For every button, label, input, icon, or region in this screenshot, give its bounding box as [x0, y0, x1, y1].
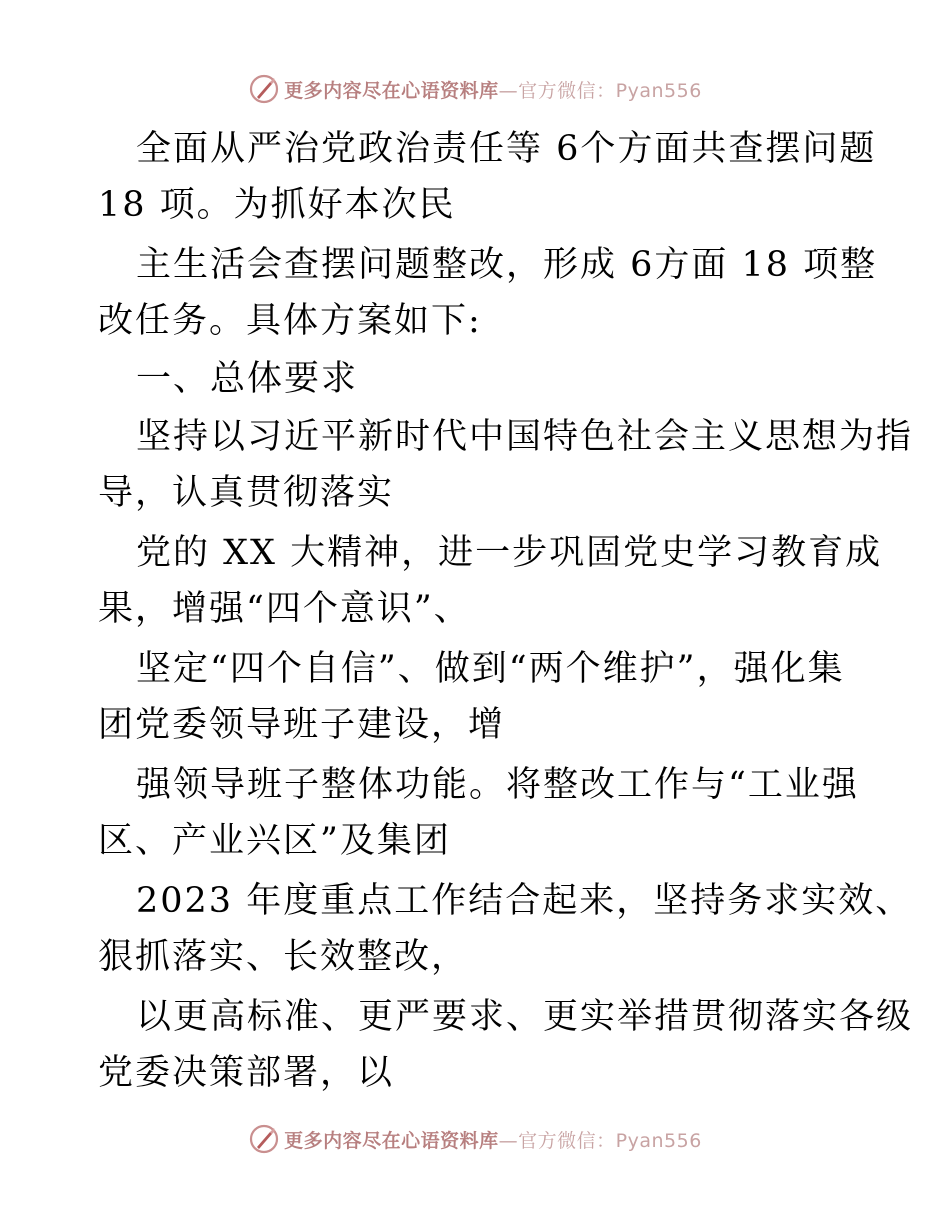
paragraph-line: 坚持以习近平新时代中国特色社会主义思想为指: [136, 417, 914, 457]
watermark-text: [284, 76, 702, 103]
header-watermark: [0, 72, 950, 106]
paragraph-line: 狠抓落实、长效整改，: [98, 937, 469, 977]
paragraph-line: 果，增强“四个意识”、: [98, 589, 471, 629]
quill-pen-logo-icon: [248, 73, 280, 105]
watermark-text: [284, 1126, 702, 1153]
watermark-dash: —: [498, 1129, 519, 1152]
paragraph-line: 以更高标准、更严要求、更实举措贯彻落实各级: [136, 997, 914, 1037]
footer-watermark: [0, 1122, 950, 1156]
paragraph-line: 强领导班子整体功能。将整改工作与“工业强: [136, 765, 859, 805]
paragraph-line: 2023 年度重点工作结合起来，坚持务求实效、: [136, 881, 913, 921]
section-heading: 一、总体要求: [136, 359, 359, 399]
paragraph-line: 区、产业兴区”及集团: [98, 821, 451, 861]
watermark-contact: 官方微信：Pyan556: [518, 1129, 702, 1152]
paragraph-line: 18 项。为抓好本次民: [98, 185, 456, 225]
watermark-brand: 更多内容尽在心语资料库: [284, 1129, 499, 1152]
watermark-contact: 官方微信：Pyan556: [518, 79, 702, 102]
paragraph-line: 党的 XX 大精神，进一步巩固党史学习教育成: [136, 533, 883, 573]
watermark-brand: 更多内容尽在心语资料库: [284, 79, 499, 102]
paragraph-line: 坚定“四个自信”、做到“两个维护”，强化集: [136, 649, 845, 689]
paragraph-line: 团党委领导班子建设，增: [98, 705, 506, 745]
paragraph-line: 主生活会查摆问题整改，形成 6方面 18 项整: [136, 245, 878, 285]
paragraph-line: 党委决策部署，以: [98, 1053, 395, 1093]
watermark-dash: —: [498, 79, 519, 102]
quill-pen-logo-icon: [248, 1123, 280, 1155]
paragraph-line: 全面从严治党政治责任等 6个方面共查摆问题: [136, 129, 877, 169]
paragraph-line: 改任务。具体方案如下:: [98, 301, 482, 341]
paragraph-line: 导，认真贯彻落实: [98, 473, 395, 513]
